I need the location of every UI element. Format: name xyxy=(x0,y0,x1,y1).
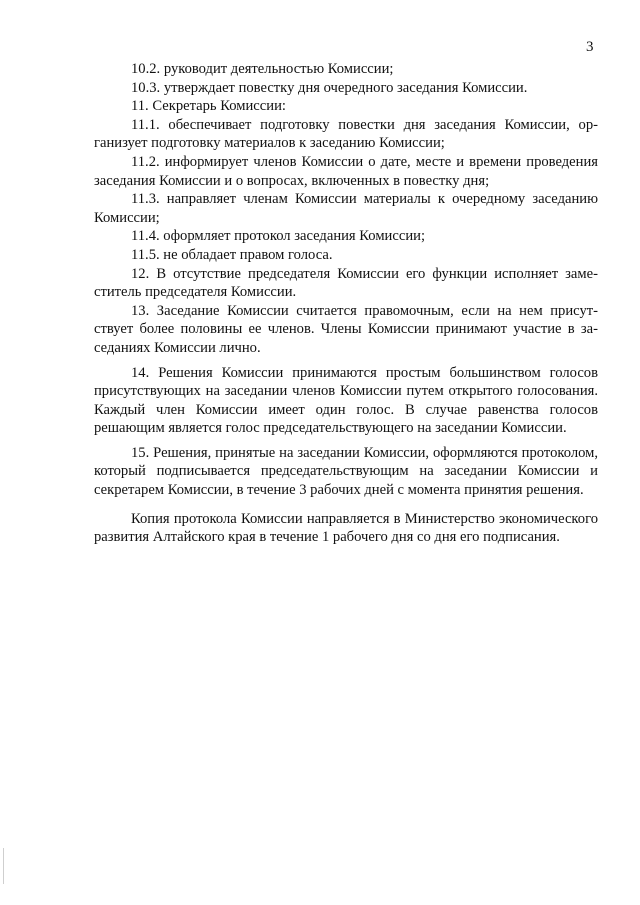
paragraph-10-2: 10.2. руководит деятельностью Комиссии; xyxy=(131,61,394,77)
paragraph-15: 15. Решения, принятые на заседании Комиссии, оформляются протоколом, который подписывается председательствующим на заседании Комиссии и секретарем Комиссии, в течение 3 рабочих дней с момента принятия решения. xyxy=(94,444,598,499)
paragraph-11-5: 11.5. не обладает правом голоса. xyxy=(131,246,333,263)
paragraph-12: 12. В отсутствие председателя Комиссии его функции исполняет заместитель председателя Комиссии. xyxy=(94,265,598,301)
scan-edge-mark xyxy=(3,848,4,884)
paragraph-copy-protocol: Копия протокола Комиссии направляется в Министерство экономического развития Алтайского края в течение 1 рабочего дня со дня его подписания. xyxy=(94,510,598,546)
paragraph-11-4: 11.4. оформляет протокол заседания Комиссии; xyxy=(131,228,425,245)
paragraph-11-1: 11.1. обеспечивает подготовку повестки дня заседания Комиссии, организует подготовку материалов к заседанию Комиссии; xyxy=(94,116,598,152)
paragraph-13: 13. Заседание Комиссии считается правомочным, если на нем присутствует более половины ее членов. Члены Комиссии принимают участие в заседаниях Комиссии лично. xyxy=(94,302,598,356)
document-body xyxy=(94,60,598,547)
paragraph-11: 11. Секретарь Комиссии: xyxy=(131,98,286,115)
paragraph-10-3: 10.3. утверждает повестку дня очередного заседания Комиссии. xyxy=(131,79,528,96)
paragraph-14: 14. Решения Комиссии принимаются простым большинством голосов присутствующих на заседании членов Комиссии путем открытого голосования. Каждый член Комиссии имеет один голос. В случае равенства голосов решающим является голос председательствующего на заседании Комиссии. xyxy=(94,364,598,437)
paragraph-11-2: 11.2. информирует членов Комиссии о дате, месте и времени проведения заседания Комиссии и о вопросах, включенных в повестку дня; xyxy=(94,153,598,189)
page-number: 3 xyxy=(586,39,594,55)
paragraph-11-3: 11.3. направляет членам Комиссии материалы к очередному заседанию Комиссии; xyxy=(94,191,598,226)
